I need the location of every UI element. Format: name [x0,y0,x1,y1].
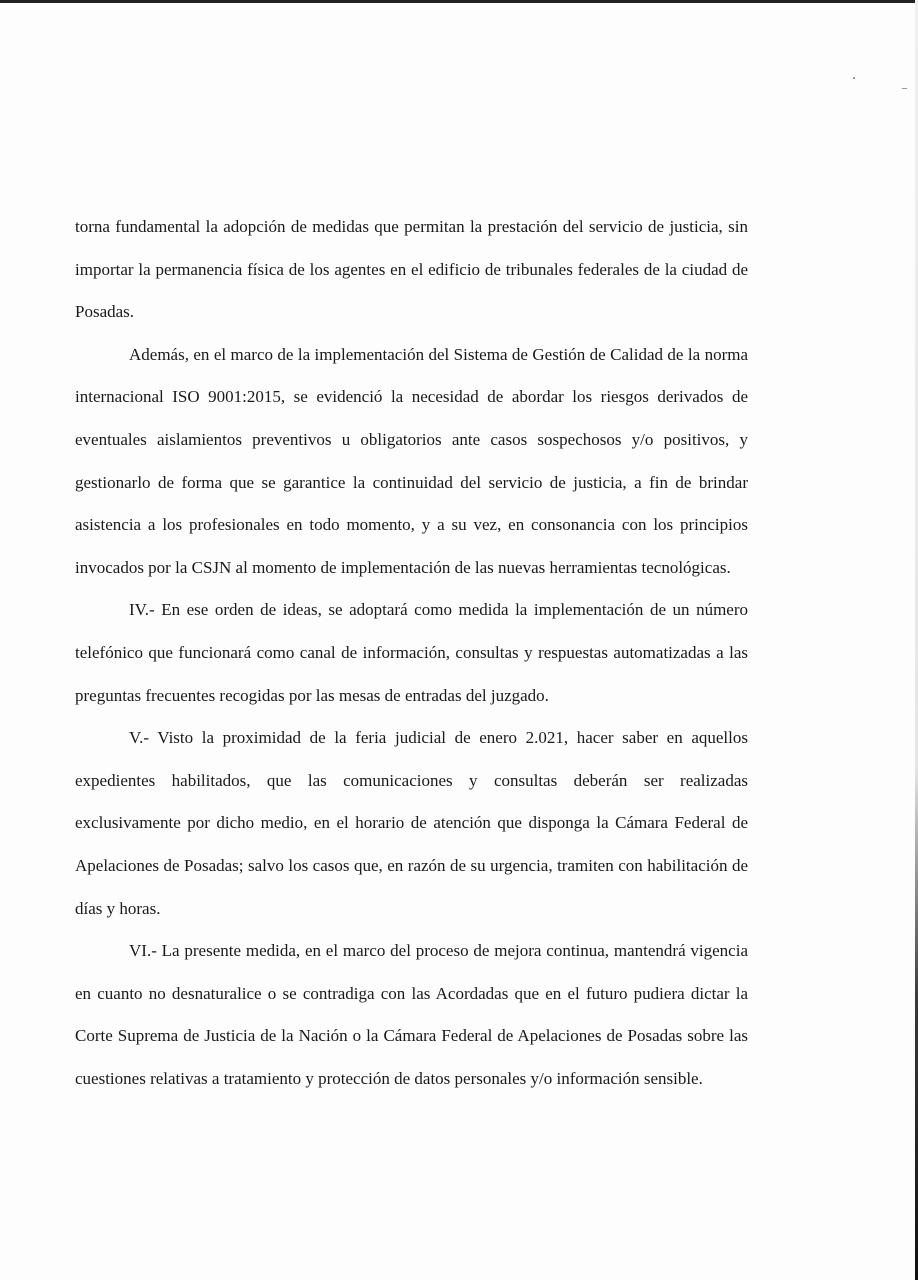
paragraph-quality-system: Además, en el marco de la implementación del Sistema de Gestión de Calidad de la norma internacional ISO 9001:2015, se evidenció la necesidad de abordar los riesgos derivados de eventuales aislamientos preventivos u obligatorios ante casos sospechosos y/o positivos, y gestionarlo de forma que se garantice la continuidad del servicio de justicia, a fin de brindar asistencia a los profesionales en todo momento, y a su vez, en consonancia con los principios invocados por la CSJN al momento de implementación de las nuevas herramientas tecnológicas. [75,344,748,577]
paragraph-section-v: V.- Visto la proximidad de la feria judicial de enero 2.021, hacer saber en aquellos expedientes habilitados, que las comunicaciones y consultas deberán ser realizadas exclusivamente por dicho medio, en el horario de atención que disponga la Cámara Federal de Apelaciones de Posadas; salvo los casos que, en razón de su urgencia, tramiten con habilitación de días y horas. [75,728,748,918]
scan-top-edge [0,0,918,3]
scan-speck [853,77,855,79]
document-body [75,206,748,1100]
scan-speck [902,88,907,89]
paragraph-continuation: torna fundamental la adopción de medidas que permitan la prestación del servicio de justicia, sin importar la permanencia física de los agentes en el edificio de tribunales federales de la ciudad de Posadas. [75,217,748,322]
paragraph-section-iv: IV.- En ese orden de ideas, se adoptará como medida la implementación de un número telefónico que funcionará como canal de información, consultas y respuestas automatizadas a las preguntas frecuentes recogidas por las mesas de entradas del juzgado. [75,600,748,705]
paragraph-section-vi: VI.- La presente medida, en el marco del proceso de mejora continua, mantendrá vigencia en cuanto no desnaturalice o se contradiga con las Acordadas que en el futuro pudiera dictar la Corte Suprema de Justicia de la Nación o la Cámara Federal de Apelaciones de Posadas sobre las cuestiones relativas a tratamiento y protección de datos personales y/o información sensible. [75,941,748,1088]
